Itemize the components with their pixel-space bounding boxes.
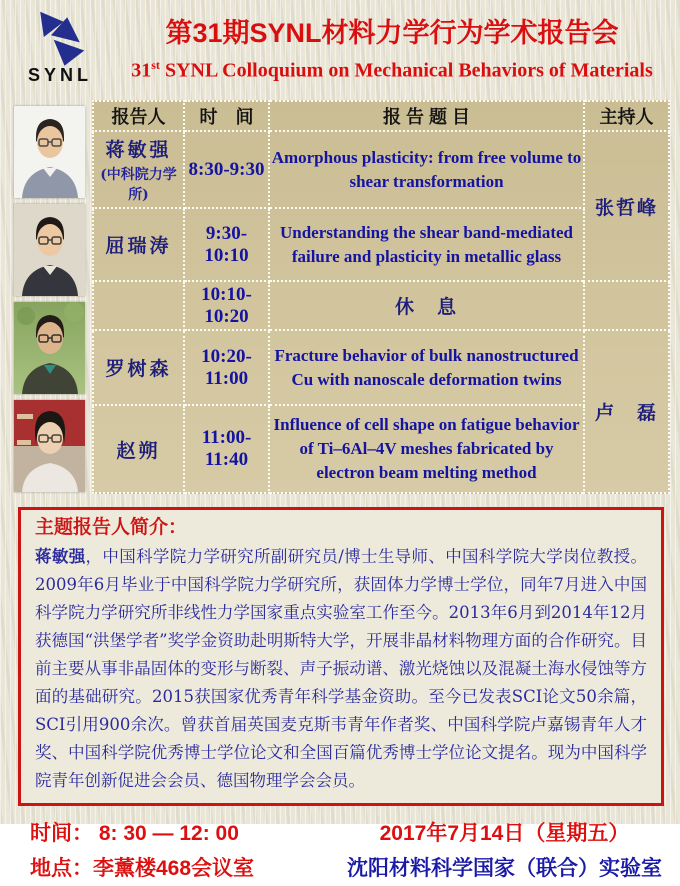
speaker-affiliation: (中科院力学所) (100, 167, 177, 203)
table-row (93, 131, 669, 208)
col-header-time: 时 间 (184, 101, 269, 131)
speaker-cell (93, 131, 184, 208)
time-cell: 11:00-11:40 (184, 405, 269, 493)
speaker-photo-2 (14, 204, 85, 296)
title-block (104, 0, 680, 86)
bio-speaker-name: 蒋敏强 (35, 547, 86, 566)
header (0, 0, 680, 96)
col-header-title: 报 告 题 目 (269, 101, 584, 131)
talk-title-cell: Understanding the shear band-mediated failure and plasticity in metallic glass (269, 208, 584, 281)
col-header-chair: 主持人 (584, 101, 669, 131)
footer-right (347, 816, 662, 886)
speaker-photo-4 (14, 400, 85, 492)
speaker-name: 屈瑞涛 (105, 235, 172, 257)
time-cell: 8:30-9:30 (184, 131, 269, 208)
speaker-name: 赵朔 (116, 439, 161, 462)
event-date: 2017年7月14日（星期五） (379, 822, 630, 845)
break-row (93, 281, 669, 330)
col-header-speaker: 报告人 (93, 101, 184, 131)
speaker-photo-3 (14, 302, 85, 394)
bio-heading: 主题报告人简介： (35, 517, 188, 538)
speaker-cell (93, 330, 184, 405)
synl-logo-icon (24, 8, 96, 66)
speaker-photos-column (14, 100, 85, 494)
synl-logo (12, 8, 108, 84)
poster-title-cn: 第31期SYNL材料力学行为学术报告会 (165, 18, 619, 48)
synl-logo-text: SYNL (27, 65, 92, 85)
talk-title-cell: Amorphous plasticity: from free volume to shear transformation (269, 131, 584, 208)
event-time: 时间： 8: 30 — 12: 00 (30, 822, 239, 845)
lab-name: 沈阳材料科学国家（联合）实验室 (347, 857, 662, 880)
main-section (0, 100, 680, 494)
chair-cell: 卢 磊 (584, 330, 669, 493)
speaker-name: 罗树森 (105, 358, 172, 380)
time-cell: 10:10-10:20 (184, 281, 269, 330)
table-row (93, 405, 669, 493)
table-row (93, 330, 669, 405)
schedule-header-row (93, 101, 669, 131)
speaker-cell (93, 405, 184, 493)
title-en-rest: SYNL Colloquium on Mechanical Behaviors of Materials (159, 59, 653, 82)
schedule-table (92, 100, 670, 494)
event-place: 地点：李薰楼468会议室 (30, 857, 255, 880)
speaker-name: 蒋敏强 (105, 139, 172, 161)
title-en-num: 31 (131, 59, 152, 82)
talk-title-cell: Influence of cell shape on fatigue behavior of Ti–6Al–4V meshes fabricated by electron beam melting method (269, 405, 584, 493)
schedule (92, 100, 668, 494)
talk-title-cell: Fracture behavior of bulk nanostructured Cu with nanoscale deformation twins (269, 330, 584, 405)
chair-cell: 张哲峰 (584, 131, 669, 281)
bio-paragraph (35, 543, 647, 795)
bio-box (18, 507, 664, 806)
time-cell: 9:30-10:10 (184, 208, 269, 281)
chair-cell-empty (584, 281, 669, 330)
time-cell: 10:20-11:00 (184, 330, 269, 405)
break-cell: 休 息 (269, 281, 584, 330)
footer-left (30, 816, 254, 886)
poster-title-en (104, 50, 680, 86)
table-row (93, 208, 669, 281)
speaker-cell-empty (93, 281, 184, 330)
title-en-ordinal: st (151, 58, 160, 72)
bio-body-text: ，中国科学院力学研究所副研究员/博士生导师、中国科学院大学岗位教授。2009年6月毕业于中国科学院力学研究所，获固体力学博士学位，同年7月进入中国科学院力学研究所非线性力学国家重点实验室工作至今。2013年6月到2014年12月获德国“洪堡学者”奖学金资助赴明斯特大学，开展非晶材料物理方面的合作研究。目前主要从事非晶固体的变形与断裂、声子振动谱、激光烧蚀以及混凝土海水侵蚀等方面的基础研究。2015获国家优秀青年科学基金资助。至今已发表SCI论文50余篇，SCI引用900余次。曾获首届英国麦克斯韦青年作者奖、中国科学院卢嘉锡青年人才奖、中国科学院优秀博士学位论文和全国百篇优秀博士学位论文提名。现为中国科学院青年创新促进会会员、德国物理学会会员。 (35, 547, 648, 790)
footer (0, 816, 680, 886)
speaker-cell (93, 208, 184, 281)
speaker-photo-1 (14, 106, 85, 198)
